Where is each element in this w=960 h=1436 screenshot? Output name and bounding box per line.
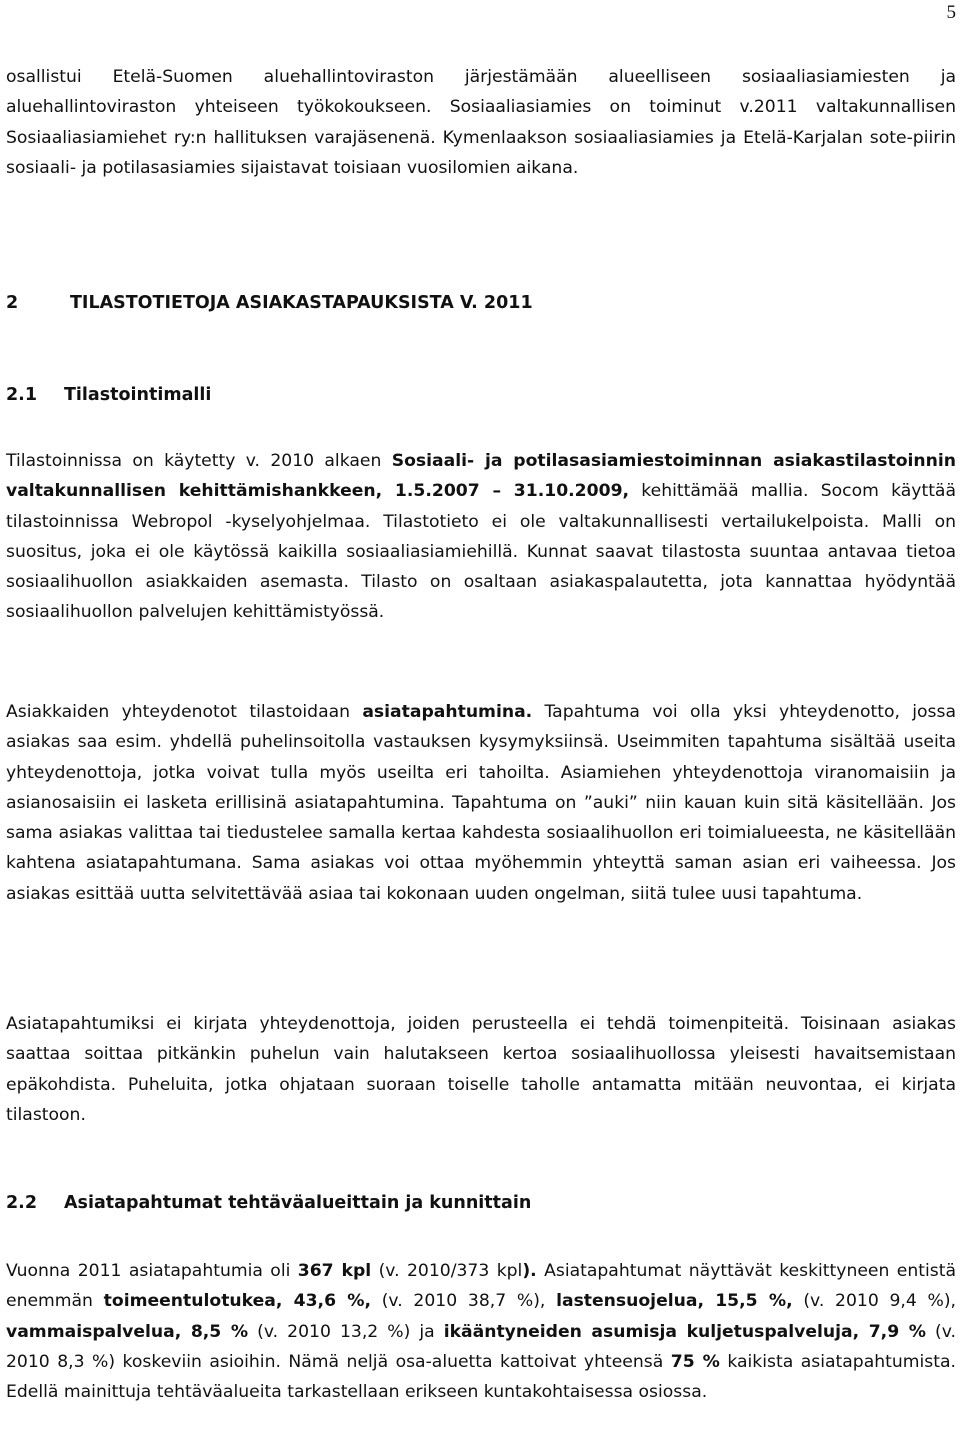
section-2-1-number: 2.1 <box>6 385 38 405</box>
text-run: (v. 2010 9,4 %), <box>792 1291 957 1312</box>
text-run: Vuonna 2011 asiatapahtumia oli <box>6 1261 298 1281</box>
project-name-bold: Sosiaali- ja potilasasiamiestoiminnan asiakastilastoinnin valtakunnallisen kehittämishankkeen, 1.5.2007 – 31.10.2009, <box>6 451 957 502</box>
section-2-2-paragraph-1 <box>6 1256 956 1407</box>
text-run: (v. 2010/373 kpl <box>371 1261 523 1281</box>
section-2-heading <box>6 288 533 318</box>
page-number: 5 <box>946 2 956 23</box>
text-run: Asiatapahtumat näyttävät keskittyneen entistä enemmän <box>6 1261 956 1312</box>
bold-run: lastensuojelua, 15,5 %, <box>556 1291 793 1312</box>
section-2-title: TILASTOTIETOJA ASIAKASTAPAUKSISTA V. 2011 <box>70 293 533 313</box>
bold-run: 75 % <box>670 1351 720 1372</box>
bold-run: toimeentulotukea, 43,6 %, <box>103 1291 372 1312</box>
text-run: Tilastoinnissa on käytetty v. 2010 alkaen <box>6 451 392 471</box>
section-2-1-heading <box>6 380 211 410</box>
text-run: Asiakkaiden yhteydenotot tilastoidaan <box>6 702 363 722</box>
bold-run: vammaispalvelua, 8,5 % <box>6 1321 249 1342</box>
asiatapahtumina-bold: asiatapahtumina. <box>362 702 533 722</box>
text-run: (v. 2010 13,2 %) ja <box>248 1321 444 1342</box>
section-2-2-title: Asiatapahtumat tehtäväalueittain ja kunnittain <box>64 1193 532 1213</box>
section-2-1-paragraph-1 <box>6 446 956 628</box>
section-2-1-paragraph-3: Asiatapahtumiksi ei kirjata yhteydenottoja, joiden perusteella ei tehdä toimenpiteitä. Toisinaan asiakas saattaa soittaa pitkänkin puhelun vain halutakseen kertoa sosiaalihuollossa yleisesti havaitsemistaan epäkohdista. Puheluita, jotka ohjataan suoraan toiselle taholle antamatta mitään neuvontaa, ei kirjata tilastoon. <box>6 1014 956 1125</box>
section-2-2-number: 2.2 <box>6 1193 38 1213</box>
section-2-2-heading <box>6 1188 531 1218</box>
text-run: kaikista asiatapahtumista. Edellä mainittuja tehtäväalueita tarkastellaan erikseen kuntakohtaisessa osiossa. <box>6 1351 956 1403</box>
intro-paragraph: osallistui Etelä-Suomen aluehallintoviraston järjestämään alueelliseen sosiaaliasiamiesten ja aluehallintoviraston yhteiseen työkokoukseen. Sosiaaliasiamies on toiminut v.2011 valtakunnallisen Sosiaaliasiamiehet ry:n hallituksen varajäsenenä. Kymenlaakson sosiaaliasiamies ja Etelä-Karjalan sote-piirin sosiaali- ja potilasasiamies sijaistavat toisiaan vuosilomien aikana. <box>6 67 956 178</box>
text-run: (v. 2010 8,3 %) koskeviin asioihin. Nämä neljä osa-aluetta kattoivat yhteensä <box>6 1321 957 1372</box>
text-run: Tapahtuma voi olla yksi yhteydenotto, jossa asiakas saa esim. yhdellä puhelinsoitolla vastauksen kysymyksiinsä. Useimmiten tapahtuma sisältää useita yhteydenottoja, jotka voivat tulla myös useilta eri tahoilta. Asiamiehen yhteydenottoja viranomaisiin ja asianosaisiin ei lasketa erillisinä asiatapahtumina. Tapahtuma on ”auki” niin kauan kuin sitä käsitellään. Jos sama asiakas valittaa tai tiedustelee samalla kertaa kahdesta sosiaalihuollon eri toimialueesta, ne käsitellään kahtena asiatapahtumana. Sama asiakas voi ottaa myöhemmin yhteyttä saman asian eri vaiheessa. Jos asiakas esittää uutta selvitettävää asiaa tai kokonaan uuden ongelman, siitä tulee uusi tapahtuma. <box>6 702 956 904</box>
section-2-1-paragraph-2 <box>6 697 956 909</box>
bold-run: ). <box>522 1261 537 1281</box>
section-2-number: 2 <box>6 293 19 313</box>
text-run: kehittämää mallia. Socom käyttää tilastoinnissa Webropol -kyselyohjelmaa. Tilastotieto ei ole valtakunnallisesti vertailukelpoista. Malli on suositus, joka ei ole käytössä kaikilla sosiaaliasiamiehillä. Kunnat saavat tilastosta suuntaa antavaa tietoa sosiaalihuollon asiakkaiden asemasta. Tilasto on osaltaan asiakaspalautetta, jota kannattaa hyödyntää sosiaalihuollon palvelujen kehittämistyössä. <box>6 481 956 623</box>
section-2-1-title: Tilastointimalli <box>64 385 212 405</box>
bold-run: ikääntyneiden asumisja kuljetuspalveluja, 7,9 % <box>443 1321 926 1342</box>
text-run: (v. 2010 38,7 %), <box>371 1291 557 1312</box>
bold-run: 367 kpl <box>297 1261 372 1281</box>
